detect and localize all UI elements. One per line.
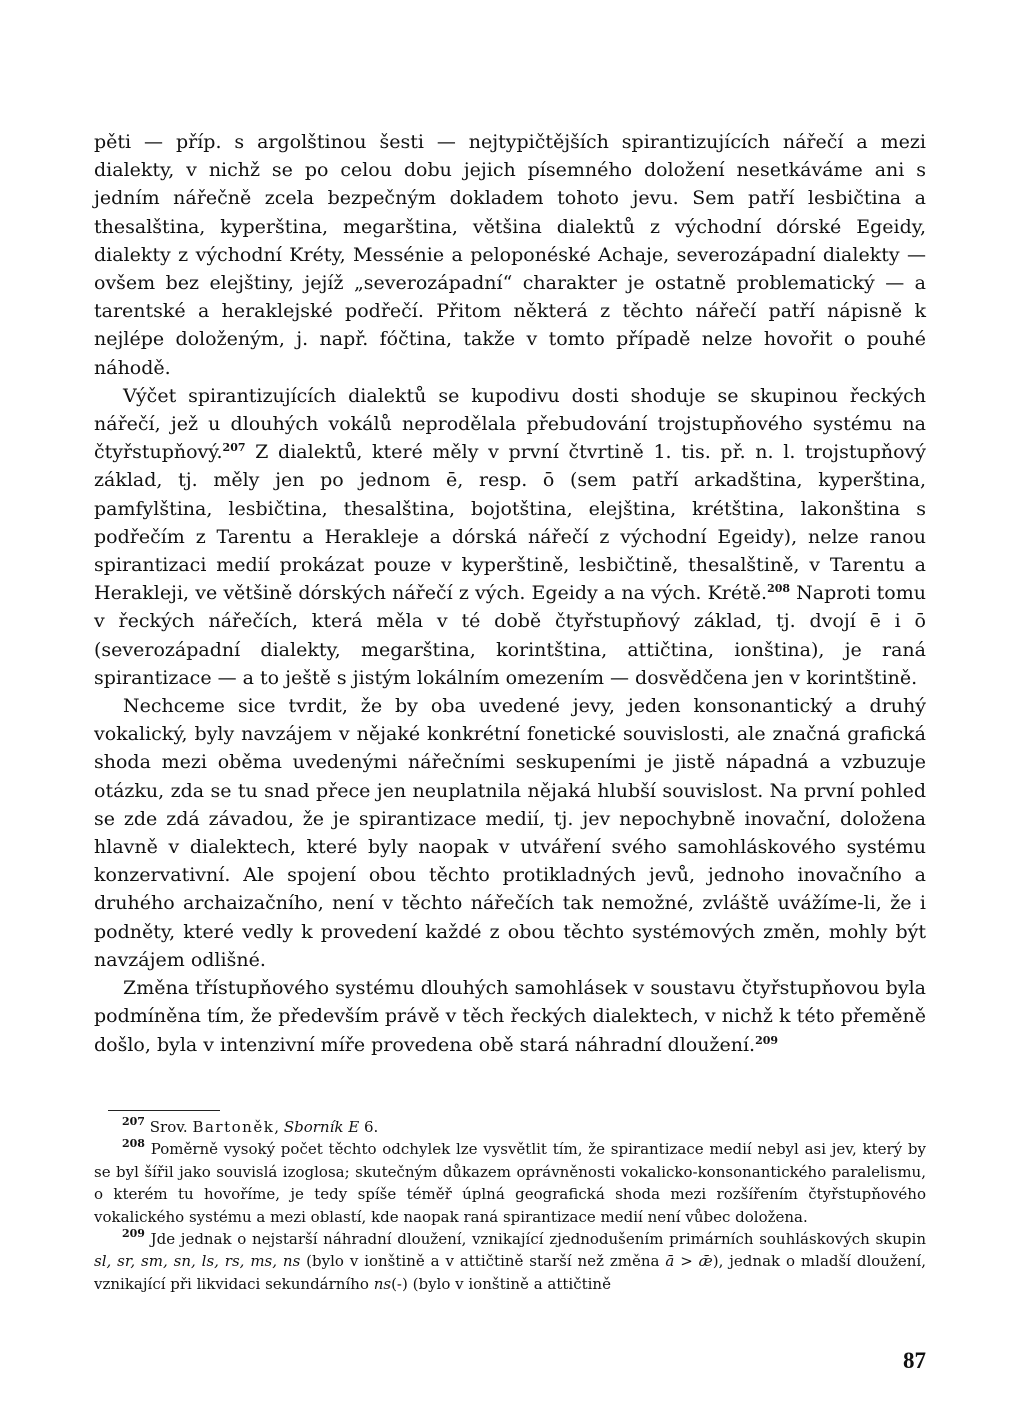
author-name: Bartoněk	[192, 1118, 275, 1136]
text-run: pěti — příp. s argolštinou šesti — nejtypičtějších spirantizujících nářečí a mezi dialekty, v nichž se po celou dobu jejich písemného doložení nesetkáváme ani s jedním nářečně zcela bezpečným dokladem tohoto jevu. Sem patří lesbičtina a thesalština, kyperština, megarština, většina dialektů z východní dórské Egeidy, dialekty z východní Kréty, Messénie a peloponéské Achaje, severozápadní dialekty — ovšem bez elejštiny, jejíž „severozápadní“ charakter je ostatně problematický — a tarentské a heraklejské podřečí. Přitom některá z těchto nářečí patří nápisně k nejlépe doloženým, j. např. fóčtina, takže v tomto případě nelze hovořit o pouhé náhodě.	[94, 131, 926, 379]
text-run: ,	[274, 1118, 284, 1136]
footnote-separator	[108, 1110, 220, 1111]
footnote-number: 207	[122, 1115, 145, 1128]
paragraph	[94, 692, 926, 974]
footnote-reference: 209	[755, 1033, 779, 1047]
text-run: (bylo v ionštině a v attičtině starší než změna	[300, 1252, 666, 1271]
text-run: Výčet spirantizujících dialektů se kupodivu dosti shoduje se skupinou řeckých nářečí, jež u dlouhých vokálů neprodělala přebudování trojstupňového systému na čtyřstupňový.	[94, 384, 926, 464]
text-run: Nechceme sice tvrdit, že by oba uvedené jevy, jeden konsonantický a druhý vokalický, byly navzájem v nějaké konkrétní fonetické souvislosti, ale značná grafická shoda mezi oběma uvedenými nářečními seskupeními je jistě nápadná a vzbuzuje otázku, zda se tu snad přece jen neuplatnila nějaká hlubší souvislost. Na první pohled se zde zdá závadou, že je spirantizace medií, tj. jev nepochybně inovační, doložena hlavně v dialektech, které byly naopak v utváření svého samohláskového systému konzervativní. Ale spojení obou těchto protikladných jevů, jednoho inovačního a druhého archaizačního, není v těchto nářečích tak nemožné, zvláště uvážíme-li, že i podněty, které vedly k provedení každé z obou těchto systémových změn, mohly být navzájem odlišné.	[94, 695, 926, 971]
footnote	[94, 1138, 926, 1228]
footnote	[94, 1116, 926, 1138]
italic-text: ns	[373, 1274, 392, 1293]
page-number: 87	[903, 1348, 926, 1373]
paragraph	[94, 974, 926, 1059]
italic-text: sl, sr, sm, sn, ls, rs, ms, ns	[94, 1252, 301, 1271]
text-run: Změna třístupňového systému dlouhých samohlásek v soustavu čtyřstupňovou byla podmíněna tím, že především právě v těch řeckých dialektech, v nichž k této přeměně došlo, byla v intenzivní míře provedena obě stará náhradní dloužení.	[94, 977, 926, 1056]
footnote-reference: 207	[222, 441, 246, 455]
main-text	[94, 128, 926, 1059]
footnote-reference: 208	[767, 582, 791, 596]
paragraph	[94, 128, 926, 382]
italic-text: ā > ǣ	[665, 1252, 713, 1271]
text-run: ), jednak o mladší dloužení, vznikající při likvidaci sekundárního	[94, 1252, 926, 1293]
text-run: Srov.	[149, 1118, 193, 1136]
italic-text: Sborník E	[283, 1118, 360, 1136]
text-run: Poměrně vysoký počet těchto odchylek lze vysvětlit tím, že spirantizace medií nebyl asi jev, který by se byl šířil jako souvislá izoglosa; skutečným důkazem oprávněnosti vokalicko-konsonantického paralelismu, o kterém tu hovoříme, je tedy spíše téměř úplná geografická shoda mezi rozšířením čtyřstupňového vokalického systému a mezi oblastí, kde naopak raná spirantizace medií není vůbec doložena.	[94, 1140, 926, 1226]
text-run: Naproti tomu v řeckých nářečích, která měla v té době čtyřstupňový základ, tj. dvojí ē i ō (severozápadní dialekty, megarština, korintština, attičtina, ionština), je raná spirantizace — a to ještě s jistým lokálním omezením — dosvědčena jen v korintštině.	[94, 582, 926, 689]
paragraph	[94, 382, 926, 692]
text-run: (-) (bylo v ionštině a attičtině	[391, 1274, 611, 1293]
footnote-number: 209	[122, 1227, 145, 1241]
text-run: 6.	[359, 1118, 379, 1136]
footnote-number: 208	[122, 1137, 145, 1151]
footnote	[94, 1228, 926, 1295]
footnotes	[94, 1116, 926, 1295]
text-run: Jde jednak o nejstarší náhradní dloužení, vznikající zjednodušením primárních souhláskových skupin	[150, 1230, 926, 1249]
text-run: Z dialektů, které měly v první čtvrtině 1. tis. př. n. l. trojstupňový základ, tj. měly jen po jednom ē, resp. ō (sem patří arkadština, kyperština, pamfylština, lesbičtina, thesalština, bojotština, elejština, krétština, lakonština s podřečím z Tarentu a Herakleje a dórská nářečí z východní Egeidy), nelze ranou spirantizaci medií prokázat pouze v kyperštině, lesbičtině, thesalštině, v Tarentu a Herakleji, ve většině dórských nářečí z vých. Egeidy a na vých. Krétě.	[94, 441, 926, 605]
